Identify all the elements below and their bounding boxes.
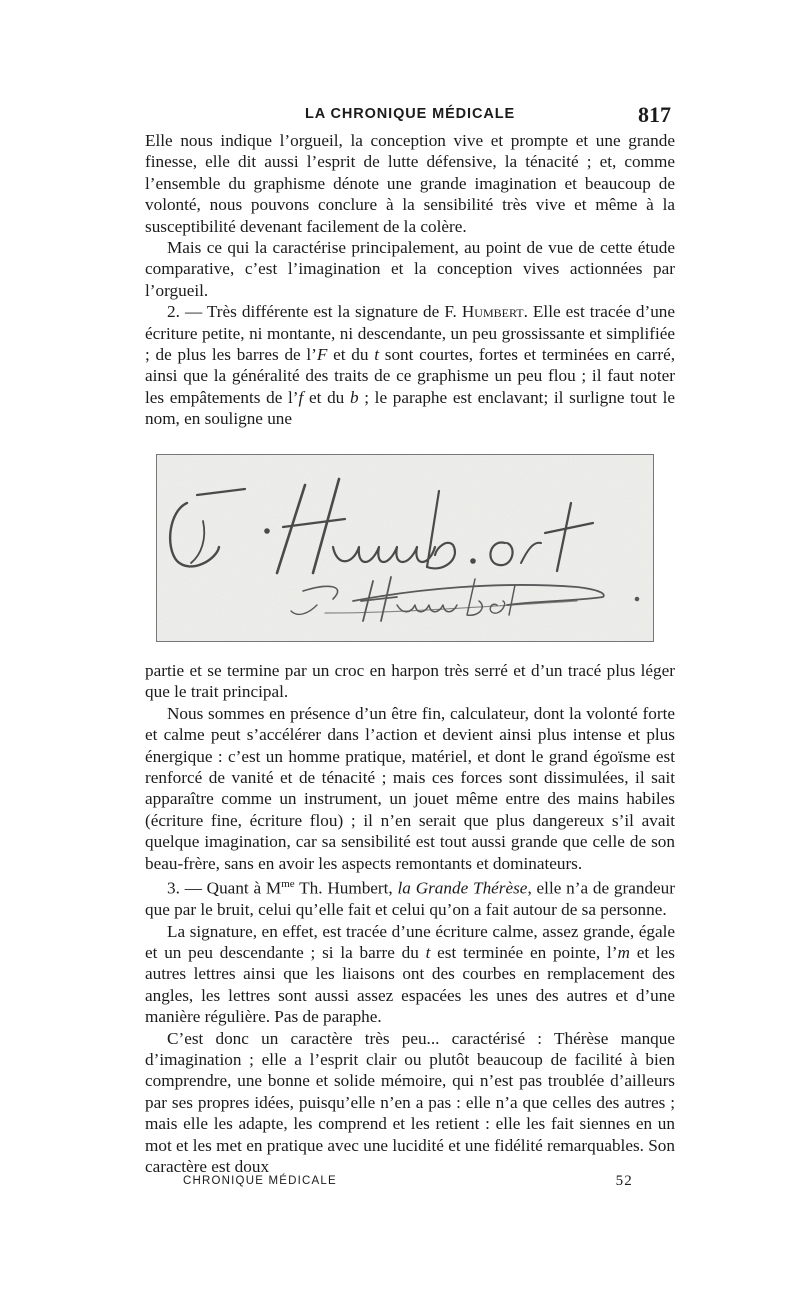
- text-run: est terminée en pointe, l’: [430, 943, 618, 963]
- surname-small-caps: Humbert: [461, 302, 524, 322]
- footer-title: CHRONIQUE MÉDICALE: [183, 1175, 337, 1187]
- text-run: 2. — Très différente est la signature de F.: [167, 302, 457, 322]
- text-block-bottom: [145, 660, 675, 1177]
- page-header: [145, 102, 675, 132]
- italic-letter: t: [425, 943, 431, 963]
- italic-letter: m: [617, 943, 630, 963]
- paragraph: [145, 874, 675, 921]
- text-run: et du: [327, 345, 375, 365]
- text-block-top: [145, 130, 675, 430]
- italic-letter: f: [298, 387, 304, 407]
- page-number: 817: [638, 102, 671, 127]
- signature-figure: [156, 454, 654, 642]
- paragraph: [145, 921, 675, 1028]
- paragraph: Nous sommes en présence d’un être fin, calculateur, dont la volonté forte et calme peut s’accélérer dans l’action et devient ainsi plus intense et plus énergique : c’est un homme pratique, matériel, et dont le grand égoïsme est renforcé de vanité et de ténacité ; mais ces forces sont dissimulées, il sait apparaître comme un instrument, un jouet même entre des mains habiles (écriture fine, écriture flou) ; il n’en serait que plus dangereux s’il avait quelque imagination, car sa sensibilité est tout aussi grande que celle de son beau-frère, sans en avoir les aspects remontants et dominateurs.: [145, 703, 675, 873]
- italic-phrase: la Grande Thérèse: [397, 878, 528, 898]
- text-run: , elle n’a de grandeur que par le bruit, celui qu’elle fait et celui qu’on a fait autour de sa personne.: [145, 878, 675, 920]
- text-run: 3. — Quant à M: [167, 878, 282, 898]
- sheet-number: 52: [615, 1173, 633, 1189]
- superscript: me: [281, 878, 295, 891]
- paragraph: partie et se termine par un croc en harpon très serré et d’un tracé plus léger que le trait principal.: [145, 661, 675, 702]
- page-footer: [145, 1171, 655, 1195]
- paragraph: Elle nous indique l’orgueil, la conception vive et prompte et une grande finesse, elle dit aussi l’esprit de lutte défensive, la ténacité ; et, comme l’ensemble du graphisme dénote une grande imagination et beaucoup de volonté, nous pouvons conclure à la sensibilité très vive et même à la susceptibilité devenant facilement de la colère.: [145, 131, 675, 236]
- paragraph: Mais ce qui la caractérise principalement, au point de vue de cette étude comparative, c’est l’imagination et la conception vives actionnées par l’orgueil.: [145, 238, 675, 300]
- signature-image: [157, 455, 653, 641]
- text-run: Th. Humbert,: [294, 878, 398, 898]
- text-run: . Elle est tracée d’une écriture petite, ni montante, ni descendante, un peu grossissante et simplifiée ; de plus les barres de l’: [145, 302, 676, 365]
- text-run: ; le paraphe est enclavant; il surligne tout le nom, en souligne une: [145, 387, 675, 429]
- italic-letter: b: [349, 387, 359, 407]
- running-head: LA CHRONIQUE MÉDICALE: [304, 106, 516, 122]
- text-run: sont courtes, fortes et terminées en carré, ainsi que la généralité des traits de ce graphisme un peu flou ; il faut noter les empâtements de l’: [145, 345, 675, 407]
- paragraph: C’est donc un caractère très peu... caractérisé : Thérèse manque d’imagination ; elle a l’esprit clair ou plutôt beaucoup de facilité à bien comprendre, une bonne et solide mémoire, qui n’est pas troublée d’ailleurs par ses propres idées, puisqu’elle n’en a pas : elle n’a que celles des autres ; mais elle les adapte, les comprend et les retient : elle les fait siennes en un mot et les met en pratique avec une lucidité et une fidélité remarquables. Son caractère est doux: [145, 1028, 675, 1177]
- text-run: La signature, en effet, est tracée d’une écriture calme, assez grande, égale et un peu descendante ; si la barre du: [145, 921, 675, 963]
- italic-letter: F: [316, 345, 328, 365]
- text-run: et du: [303, 387, 350, 407]
- paragraph: [145, 301, 675, 429]
- italic-letter: t: [374, 345, 380, 365]
- text-run: et les autres lettres ainsi que les liaisons ont des courbes en remplacement des angles, les lettres sont aussi assez espacées les unes des autres et d’une manière régulière. Pas de paraphe.: [145, 943, 675, 1027]
